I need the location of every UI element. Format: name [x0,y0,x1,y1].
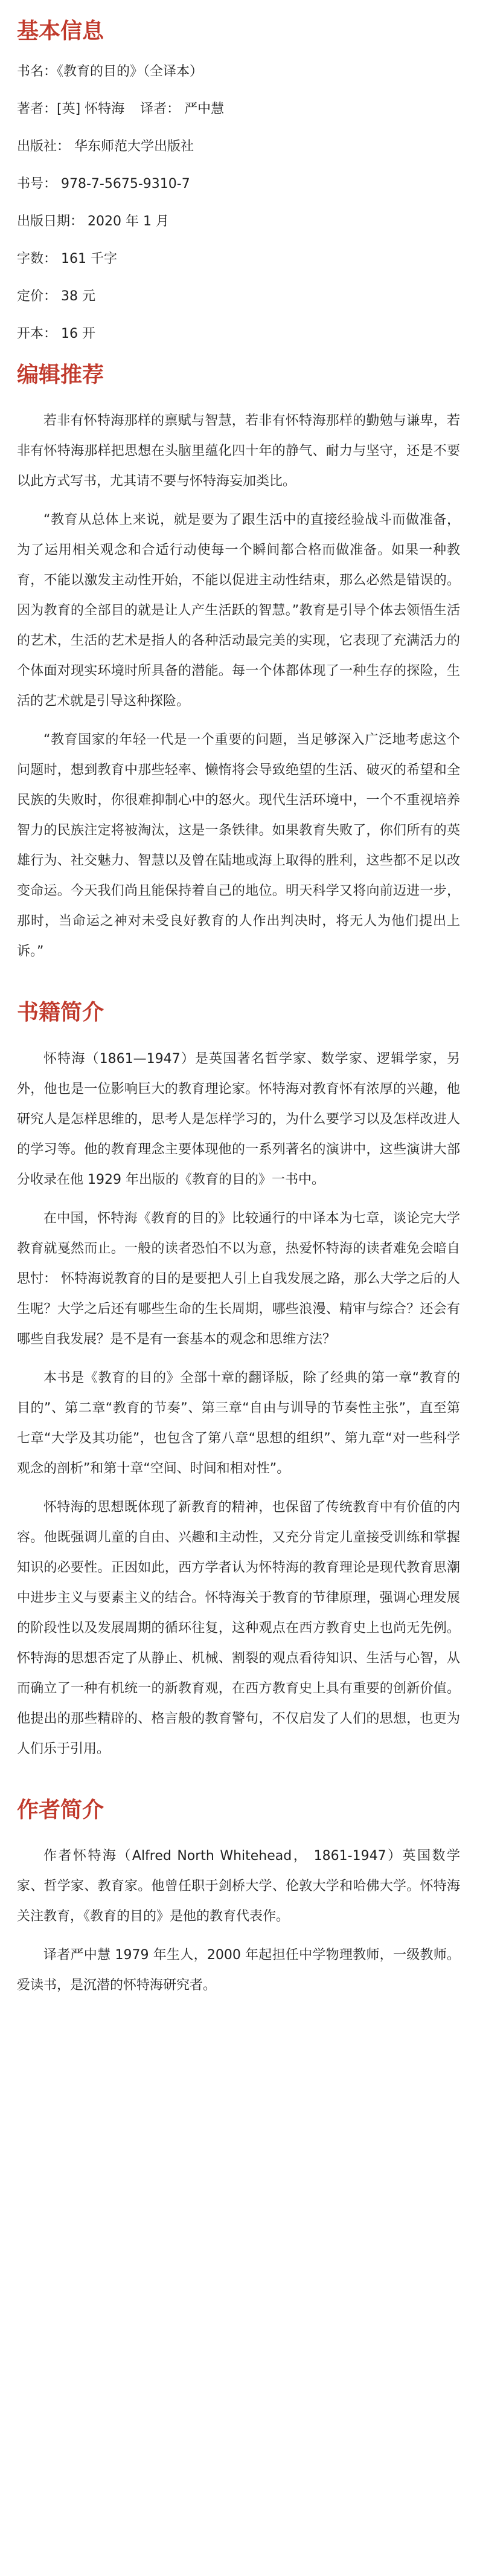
editor-paragraph: 若非有怀特海那样的禀赋与智慧，若非有怀特海那样的勤勉与谦卑，若非有怀特海那样把思想在头脑里蕴化四十年的静气、耐力与坚守，还是不要以此方式写书，尤其请不要与怀特海妄加类比。 [17,413,460,489]
book-paragraph: 本书是《教育的目的》全部十章的翻译版，除了经典的第一章“教育的目的”、第二章“教育的节奏”、第三章“自由与训导的节奏性主张”，直至第七章“大学及其功能”，也包含了第八章“思想的组织”、第九章“对一些科学观念的剖析”和第十章“空间、时间和相对性”。 [17,1370,460,1476]
info-author-translator [17,100,460,119]
book-paragraph: 怀特海的思想既体现了新教育的精神，也保留了传统教育中有价值的内容。他既强调儿童的自由、兴趣和主动性，又充分肯定儿童接受训练和掌握知识的必要性。正因如此，西方学者认为怀特海的教育理论是现代教育思潮中进步主义与要素主义的结合。怀特海关于教育的节律原理，强调心理发展的阶段性以及发展周期的循环往复，这种观点在西方教育史上也尚无先例。怀特海的思想否定了从静止、机械、割裂的观点看待知识、生活与心智，从而确立了一种有机统一的新教育观，在西方教育史上具有重要的创新价值。他提出的那些精辟的、格言般的教育警句，不仅启发了人们的思想，也更为人们乐于引用。 [17,1499,460,1757]
info-pub-date: 出版日期： 2020 年 1 月 [17,214,169,230]
book-paragraph: 怀特海（1861—1947）是英国著名哲学家、数学家、逻辑学家，另外，他也是一位影响巨大的教育理论家。怀特海对教育怀有浓厚的兴趣，他研究人是怎样思维的，思考人是怎样学习的，为什么要学习以及怎样改进人的学习等。他的教育理念主要体现他的一系列著名的演讲中，这些演讲大部分收录在他 1929 年出版的《教育的目的》一书中。 [17,1051,460,1187]
info-translator: 译者： 严中慧 [140,102,225,117]
author-paragraph: 译者严中慧 1979 年生人，2000 年起担任中学物理教师，一级教师。爱读书，是沉潜的怀特海研究者。 [17,1947,460,1993]
section-title-basic-info: 基本信息 [17,19,104,44]
section-title-author-intro: 作者简介 [17,1797,104,1822]
info-price: 定价： 38 元 [17,289,95,305]
info-format: 开本： 16 开 [17,326,95,342]
editor-paragraph: “教育国家的年轻一代是一个重要的问题，当足够深入广泛地考虑这个问题时，想到教育中那些轻率、懒惰将会导致绝望的生活、破灭的希望和全民族的失败时，你很难抑制心中的怒火。现代生活环境中，一个不重视培养智力的民族注定将被淘汰，这是一条铁律。如果教育失败了，你们所有的英雄行为、社交魅力、智慧以及曾在陆地或海上取得的胜利，这些都不足以改变命运。今天我们尚且能保持着自己的地位。明天科学又将向前迈进一步，那时，当命运之神对未受良好教育的人作出判决时，将无人为他们提出上诉。” [17,732,460,960]
info-word-count: 字数： 161 千字 [17,251,117,267]
section-title-book-intro: 书籍简介 [17,1000,104,1025]
editor-paragraph: “教育从总体上来说，就是要为了跟生活中的直接经验战斗而做准备，为了运用相关观念和合适行动使每一个瞬间都合格而做准备。如果一种教育，不能以激发主动性开始，不能以促进主动性结束，那么必然是错误的。因为教育的全部目的就是让人产生活跃的智慧。”教育是引导个体去领悟生活的艺术，生活的艺术是指人的各种活动最完美的实现，它表现了充满活力的个体面对现实环境时所具备的潜能。每一个体都体现了一种生存的探险，生活的艺术就是引导这种探险。 [17,512,460,709]
author-paragraph: 作者怀特海（Alfred North Whitehead， 1861-1947）英国数学家、哲学家、教育家。他曾任职于剑桥大学、伦敦大学和哈佛大学。怀特海关注教育，《教育的目的》是他的教育代表作。 [17,1848,460,1924]
info-isbn: 书号： 978-7-5675-9310-7 [17,176,190,192]
info-author: 著者：[英] 怀特海 [17,102,125,117]
info-book-name: 书名：《教育的目的》（全译本） [17,64,203,80]
section-title-editor-recommendation: 编辑推荐 [17,363,104,388]
info-publisher: 出版社： 华东师范大学出版社 [17,139,194,155]
book-paragraph: 在中国，怀特海《教育的目的》比较通行的中译本为七章，谈论完大学教育就戛然而止。一般的读者恐怕不以为意，热爱怀特海的读者难免会暗自思忖： 怀特海说教育的目的是要把人引上自我发展之路，那么大学之后的人生呢？大学之后还有哪些生命的生长周期，哪些浪漫、精审与综合？还会有哪些自我发展？是不是有一套基本的观念和思维方法？ [17,1210,460,1347]
